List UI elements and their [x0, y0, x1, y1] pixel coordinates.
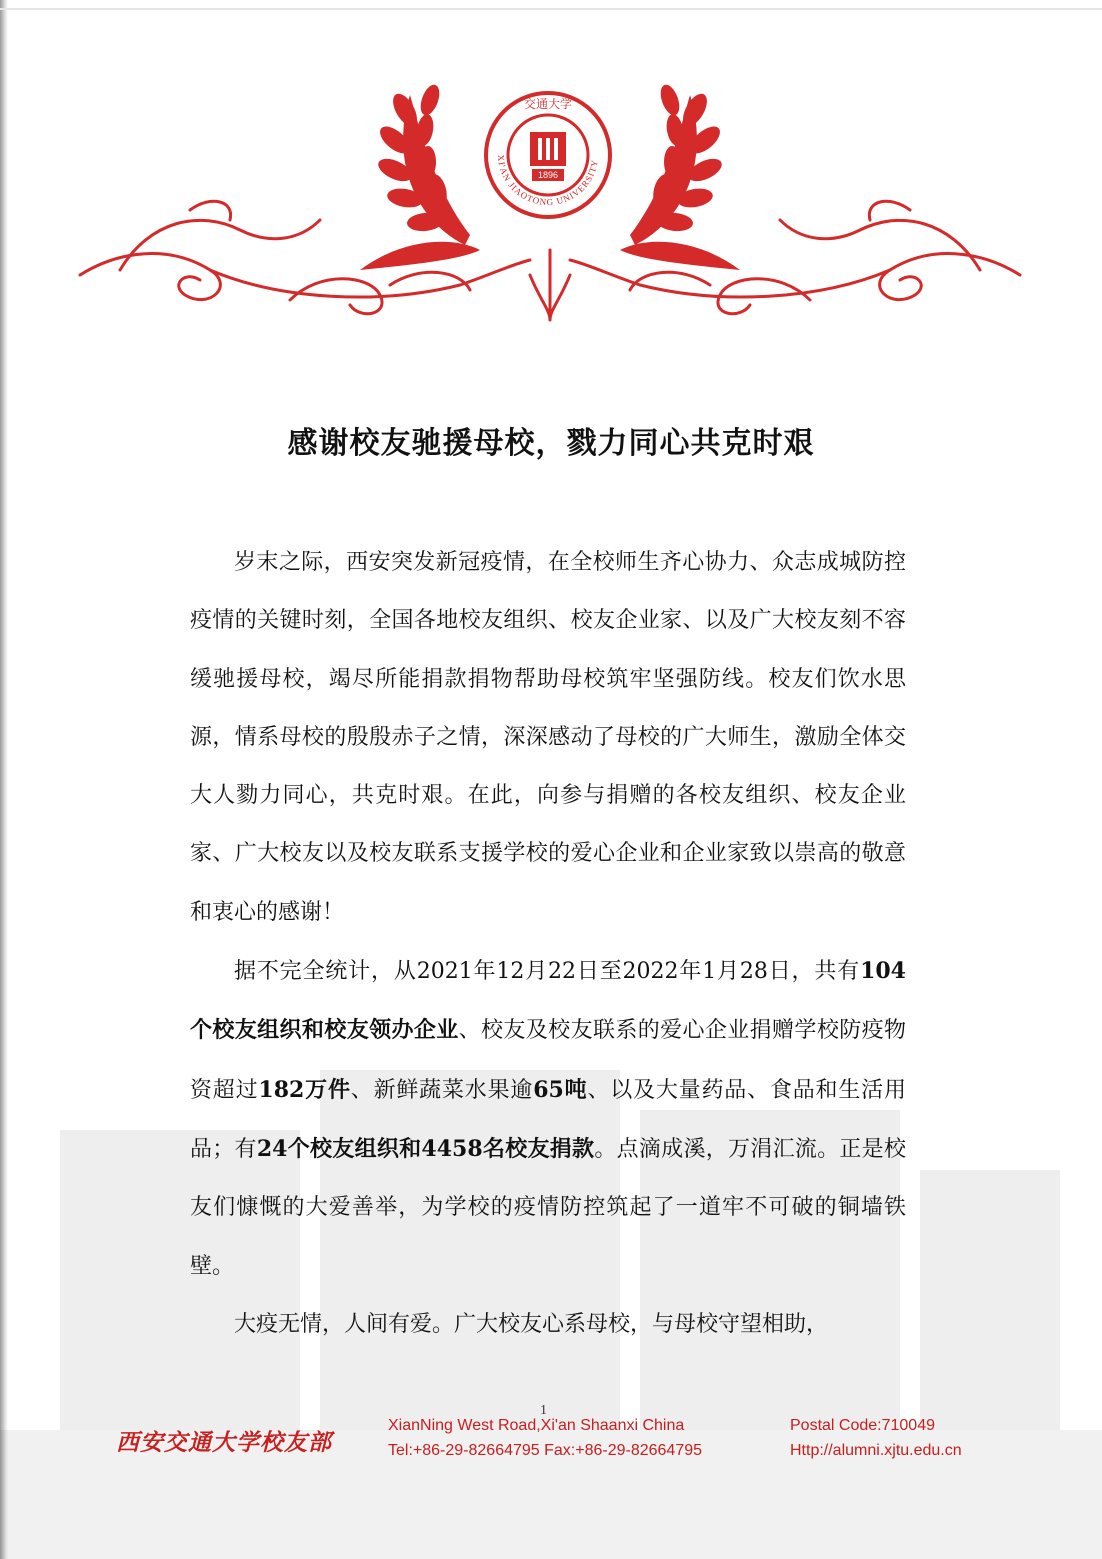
- paragraph-2: 据不完全统计，从2021年12月22日至2022年1月28日，共有104个校友组织和校友领办企业、校友及校友联系的爱心企业捐赠学校防疫物资超过182万件、新鲜蔬菜水果逾65吨、以及大量药品、食品和生活用品；有24个校友组织和4458名校友捐款。点滴成溪，万涓汇流。正是校友们慷慨的大爱善举，为学校的疫情防控筑起了一道牢不可破的铜墙铁壁。: [190, 958, 906, 1279]
- footer-phone-fax: Tel:+86-29-82664795 Fax:+86-29-82664795: [388, 1442, 703, 1459]
- footer-brand: 西安交通大学校友部: [116, 1429, 332, 1456]
- svg-text:1896: 1896: [537, 170, 559, 180]
- page-number: 1: [540, 1403, 547, 1418]
- ornamental-header: [60, 70, 1040, 350]
- scan-top-line: [0, 8, 1102, 10]
- paragraph-3: 大疫无情，人间有爱。广大校友心系母校，与母校守望相助，: [234, 1311, 829, 1337]
- svg-text:XI'AN JIAOTONG UNIVERSITY: XI'AN JIAOTONG UNIVERSITY: [495, 154, 600, 208]
- letterhead-footer: [0, 1410, 1102, 1470]
- footer-address: XianNing West Road,Xi'an Shaanxi China: [388, 1417, 685, 1434]
- svg-text:交通大学: 交通大学: [523, 97, 573, 111]
- letter-body: [190, 534, 906, 1354]
- university-emblem: [486, 93, 610, 217]
- footer-website: Http://alumni.xjtu.edu.cn: [790, 1442, 962, 1459]
- footer-postal-code: Postal Code:710049: [790, 1417, 935, 1434]
- letter-title: 感谢校友驰援母校，戮力同心共克时艰: [287, 426, 815, 461]
- paragraph-1: 岁末之际，西安突发新冠疫情，在全校师生齐心协力、众志成城防控疫情的关键时刻，全国各地校友组织、校友企业家、以及广大校友刻不容缓驰援母校，竭尽所能捐款捐物帮助母校筑牢坚强防线。校友们饮水思源，情系母校的殷殷赤子之情，深深感动了母校的广大师生，激励全体交大人勠力同心，共克时艰。在此，向参与捐赠的各校友组织、校友企业家、广大校友以及校友联系支援学校的爱心企业和企业家致以崇高的敬意和衷心的感谢！: [190, 550, 906, 925]
